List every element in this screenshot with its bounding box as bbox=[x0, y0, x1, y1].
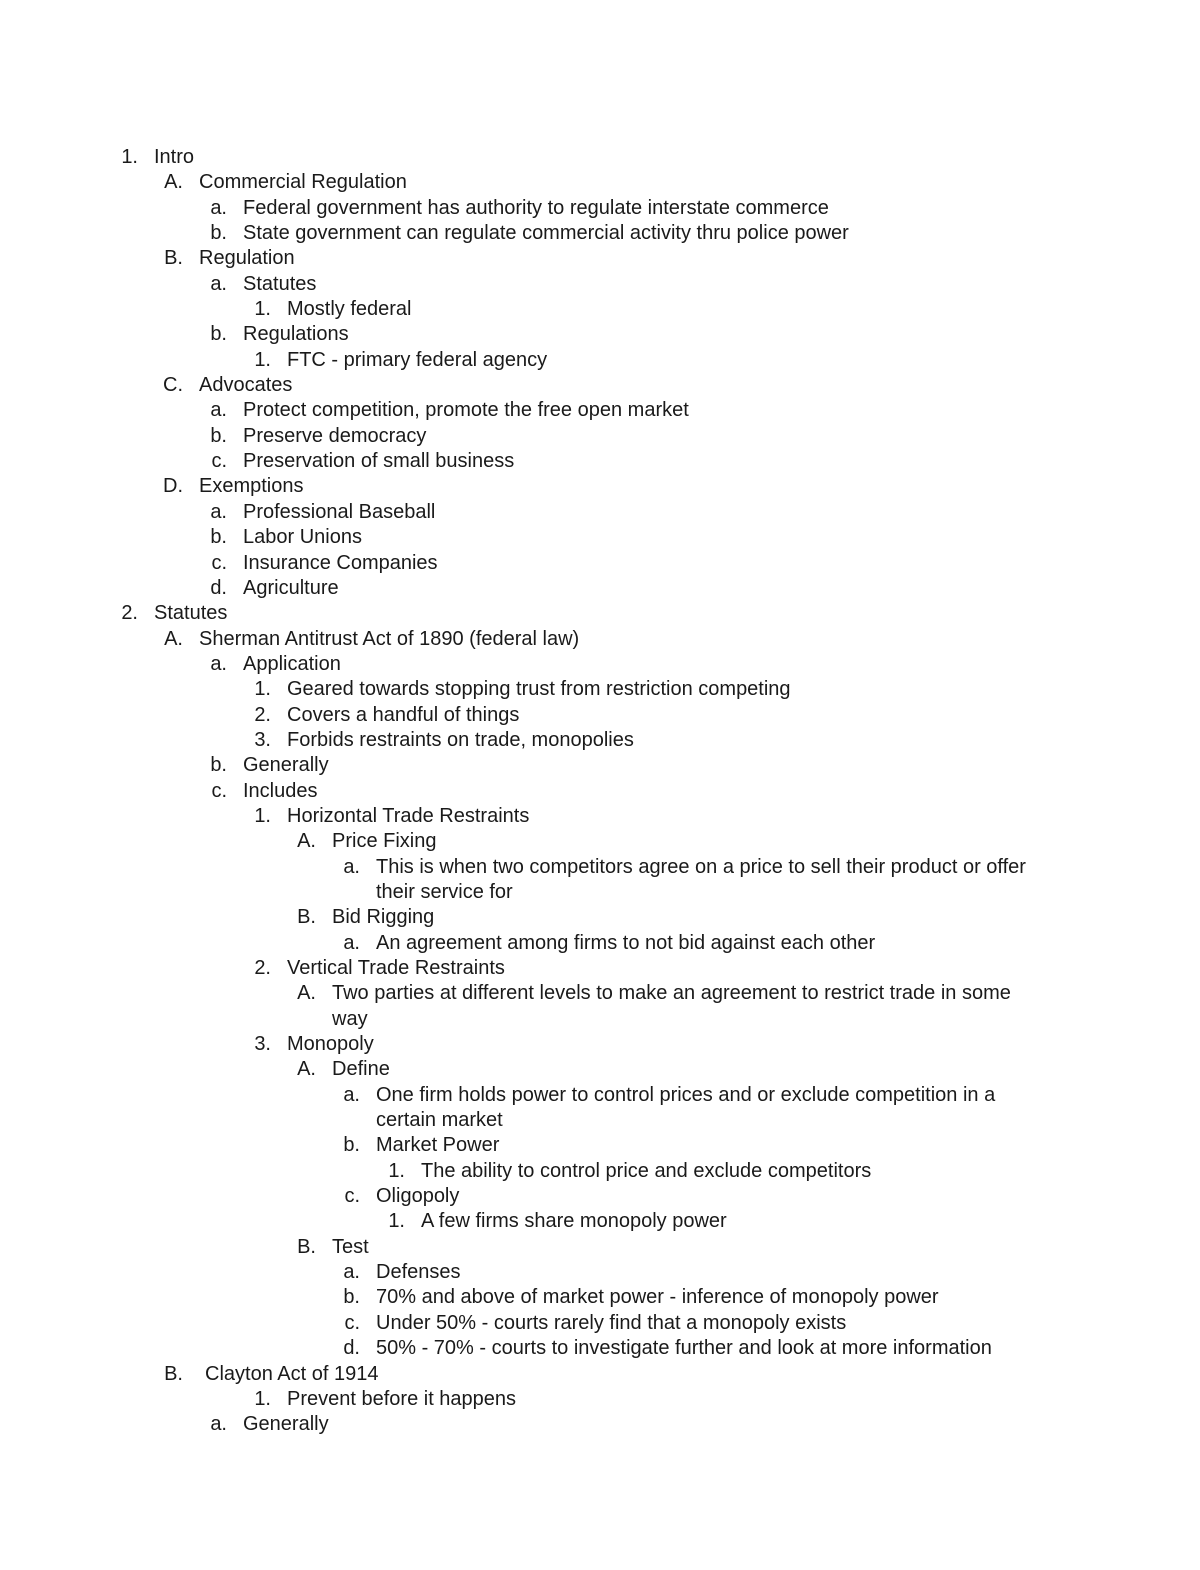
outline-item bbox=[0, 1209, 1200, 1234]
outline-item bbox=[0, 576, 1200, 601]
outline-item bbox=[0, 1108, 1200, 1133]
outline-text: This is when two competitors agree on a price to sell their product or offer bbox=[376, 855, 1026, 878]
outline-item bbox=[0, 1235, 1200, 1260]
outline-text: Prevent before it happens bbox=[287, 1387, 517, 1410]
outline-item bbox=[0, 601, 1200, 626]
outline-item bbox=[0, 297, 1200, 322]
outline-item bbox=[0, 703, 1200, 728]
outline-item bbox=[0, 1387, 1200, 1412]
outline-marker: 1. bbox=[254, 678, 271, 701]
outline-marker: B. bbox=[297, 906, 316, 929]
outline-text: An agreement among firms to not bid against each other bbox=[376, 931, 876, 954]
outline-text: 50% - 70% - courts to investigate further and look at more information bbox=[376, 1337, 992, 1360]
outline-item bbox=[0, 931, 1200, 956]
outline-item bbox=[0, 449, 1200, 474]
outline-marker: B. bbox=[164, 1362, 183, 1385]
outline-item bbox=[0, 1285, 1200, 1310]
outline-marker: B. bbox=[297, 1235, 316, 1258]
outline-item bbox=[0, 348, 1200, 373]
outline-item bbox=[0, 1184, 1200, 1209]
outline-item bbox=[0, 1412, 1200, 1437]
outline-text: Oligopoly bbox=[376, 1185, 460, 1208]
outline-text: Market Power bbox=[376, 1134, 500, 1157]
outline-text: Under 50% - courts rarely find that a monopoly exists bbox=[376, 1311, 847, 1334]
outline-item bbox=[0, 272, 1200, 297]
outline-item bbox=[0, 753, 1200, 778]
outline-text: FTC - primary federal agency bbox=[287, 348, 548, 371]
outline-marker: 1. bbox=[388, 1159, 405, 1182]
outline-text: Mostly federal bbox=[287, 298, 412, 321]
outline-item bbox=[0, 145, 1200, 170]
outline-item bbox=[0, 829, 1200, 854]
outline-item bbox=[0, 652, 1200, 677]
outline-item bbox=[0, 1057, 1200, 1082]
outline-item bbox=[0, 1311, 1200, 1336]
outline-text: Price Fixing bbox=[332, 830, 437, 853]
outline-text: State government can regulate commercial activity thru police power bbox=[243, 222, 849, 245]
outline-marker: 2. bbox=[254, 703, 271, 726]
outline-text: Two parties at different levels to make an agreement to restrict trade in some bbox=[332, 982, 1011, 1005]
outline-item bbox=[0, 779, 1200, 804]
outline-marker: c. bbox=[344, 1311, 360, 1334]
outline-item bbox=[0, 170, 1200, 195]
outline-marker: 1. bbox=[388, 1210, 405, 1233]
outline-item bbox=[0, 677, 1200, 702]
outline-item bbox=[0, 246, 1200, 271]
outline-marker: a. bbox=[343, 1083, 360, 1106]
outline-item bbox=[0, 728, 1200, 753]
outline-item bbox=[0, 373, 1200, 398]
outline-text: Regulations bbox=[243, 323, 349, 346]
outline-marker: d. bbox=[210, 576, 227, 599]
outline-text: Insurance Companies bbox=[243, 551, 438, 574]
outline-text: Preservation of small business bbox=[243, 450, 515, 473]
outline-item bbox=[0, 322, 1200, 347]
outline-marker: b. bbox=[210, 222, 227, 245]
outline-marker: a. bbox=[210, 399, 227, 422]
outline-text: Test bbox=[332, 1235, 369, 1258]
outline-item bbox=[0, 1362, 1200, 1387]
outline-marker: 1. bbox=[254, 348, 271, 371]
outline-marker: b. bbox=[343, 1286, 360, 1309]
outline-text: Vertical Trade Restraints bbox=[287, 957, 505, 979]
outline-text: Application bbox=[243, 652, 341, 675]
outline-marker: 1. bbox=[254, 804, 271, 827]
outline-text: Define bbox=[332, 1058, 390, 1081]
outline-marker: b. bbox=[210, 526, 227, 549]
outline-text: Covers a handful of things bbox=[287, 703, 520, 726]
outline-marker: D. bbox=[163, 475, 183, 498]
outline-text: Protect competition, promote the free open market bbox=[243, 399, 689, 422]
outline-marker: b. bbox=[210, 323, 227, 346]
outline-marker: A. bbox=[297, 982, 316, 1005]
outline-marker: 3. bbox=[254, 728, 271, 751]
outline-item bbox=[0, 1159, 1200, 1184]
outline-text: their service for bbox=[376, 880, 513, 903]
outline-text: Professional Baseball bbox=[243, 500, 436, 523]
outline-text: Statutes bbox=[154, 602, 228, 625]
outline-item bbox=[0, 855, 1200, 880]
outline-text: A few firms share monopoly power bbox=[421, 1210, 727, 1233]
outline-text: Exemptions bbox=[199, 475, 304, 498]
outline-marker: B. bbox=[164, 247, 183, 270]
outline-marker: a. bbox=[343, 1261, 360, 1284]
outline-item bbox=[0, 956, 1200, 981]
outline-text: Defenses bbox=[376, 1261, 461, 1284]
outline-marker: A. bbox=[164, 171, 183, 194]
outline-item bbox=[0, 1007, 1200, 1032]
outline-text: Generally bbox=[243, 754, 329, 777]
outline-item bbox=[0, 804, 1200, 829]
outline-text: Labor Unions bbox=[243, 526, 362, 549]
outline-marker: 1. bbox=[254, 298, 271, 321]
outline-marker: c. bbox=[211, 450, 227, 473]
outline-text: Monopoly bbox=[287, 1033, 374, 1056]
outline-text: The ability to control price and exclude competitors bbox=[421, 1159, 872, 1182]
outline-text: Preserve democracy bbox=[243, 424, 427, 447]
outline-text: Statutes bbox=[243, 272, 317, 295]
outline-item bbox=[0, 981, 1200, 1006]
outline-text: Sherman Antitrust Act of 1890 (federal law) bbox=[199, 627, 580, 650]
outline-text: Agriculture bbox=[243, 576, 339, 599]
outline-marker: C. bbox=[163, 374, 183, 397]
outline-text: Generally bbox=[243, 1413, 329, 1436]
outline-item bbox=[0, 551, 1200, 576]
outline-item bbox=[0, 525, 1200, 550]
outline-marker: a. bbox=[210, 196, 227, 219]
outline-marker: a. bbox=[210, 1413, 227, 1436]
outline-text: Federal government has authority to regulate interstate commerce bbox=[243, 196, 829, 219]
outline-text: One firm holds power to control prices and or exclude competition in a bbox=[376, 1083, 996, 1106]
outline-text: way bbox=[332, 1007, 368, 1030]
outline-item bbox=[0, 1032, 1200, 1057]
outline-text: Includes bbox=[243, 779, 318, 802]
outline-document bbox=[0, 145, 1200, 1438]
outline-text: Horizontal Trade Restraints bbox=[287, 804, 530, 827]
outline-item bbox=[0, 196, 1200, 221]
outline-marker: 2. bbox=[254, 957, 271, 979]
outline-text: Intro bbox=[154, 146, 195, 168]
outline-text: Bid Rigging bbox=[332, 906, 435, 929]
outline-marker: 2. bbox=[121, 602, 138, 625]
outline-marker: a. bbox=[210, 272, 227, 295]
outline-text: Geared towards stopping trust from restriction competing bbox=[287, 678, 791, 701]
outline-text: Advocates bbox=[199, 374, 293, 397]
outline-text: 70% and above of market power - inference of monopoly power bbox=[376, 1286, 939, 1309]
outline-marker: c. bbox=[211, 551, 227, 574]
outline-marker: A. bbox=[297, 1058, 316, 1081]
outline-item bbox=[0, 627, 1200, 652]
outline-marker: b. bbox=[343, 1134, 360, 1157]
outline-text: Clayton Act of 1914 bbox=[205, 1362, 379, 1385]
outline-marker: 1. bbox=[254, 1387, 271, 1410]
outline-item bbox=[0, 1083, 1200, 1108]
outline-item bbox=[0, 398, 1200, 423]
outline-item bbox=[0, 1133, 1200, 1158]
outline-text: certain market bbox=[376, 1109, 503, 1132]
outline-marker: a. bbox=[343, 931, 360, 954]
outline-marker: d. bbox=[343, 1337, 360, 1360]
outline-marker: c. bbox=[211, 779, 227, 802]
outline-item bbox=[0, 1260, 1200, 1285]
outline-marker: c. bbox=[344, 1185, 360, 1208]
outline-marker: 3. bbox=[254, 1033, 271, 1056]
outline-item bbox=[0, 500, 1200, 525]
outline-marker: 1. bbox=[121, 146, 138, 168]
outline-item bbox=[0, 424, 1200, 449]
outline-text: Forbids restraints on trade, monopolies bbox=[287, 728, 634, 751]
outline-marker: A. bbox=[297, 830, 316, 853]
outline-marker: a. bbox=[343, 855, 360, 878]
outline-text: Regulation bbox=[199, 247, 295, 270]
outline-marker: b. bbox=[210, 754, 227, 777]
outline-text: Commercial Regulation bbox=[199, 171, 407, 194]
outline-item bbox=[0, 880, 1200, 905]
outline-item bbox=[0, 1336, 1200, 1361]
outline-item bbox=[0, 221, 1200, 246]
outline-item bbox=[0, 474, 1200, 499]
outline-marker: a. bbox=[210, 652, 227, 675]
outline-marker: a. bbox=[210, 500, 227, 523]
outline-marker: A. bbox=[164, 627, 183, 650]
outline-marker: b. bbox=[210, 424, 227, 447]
outline-item bbox=[0, 905, 1200, 930]
